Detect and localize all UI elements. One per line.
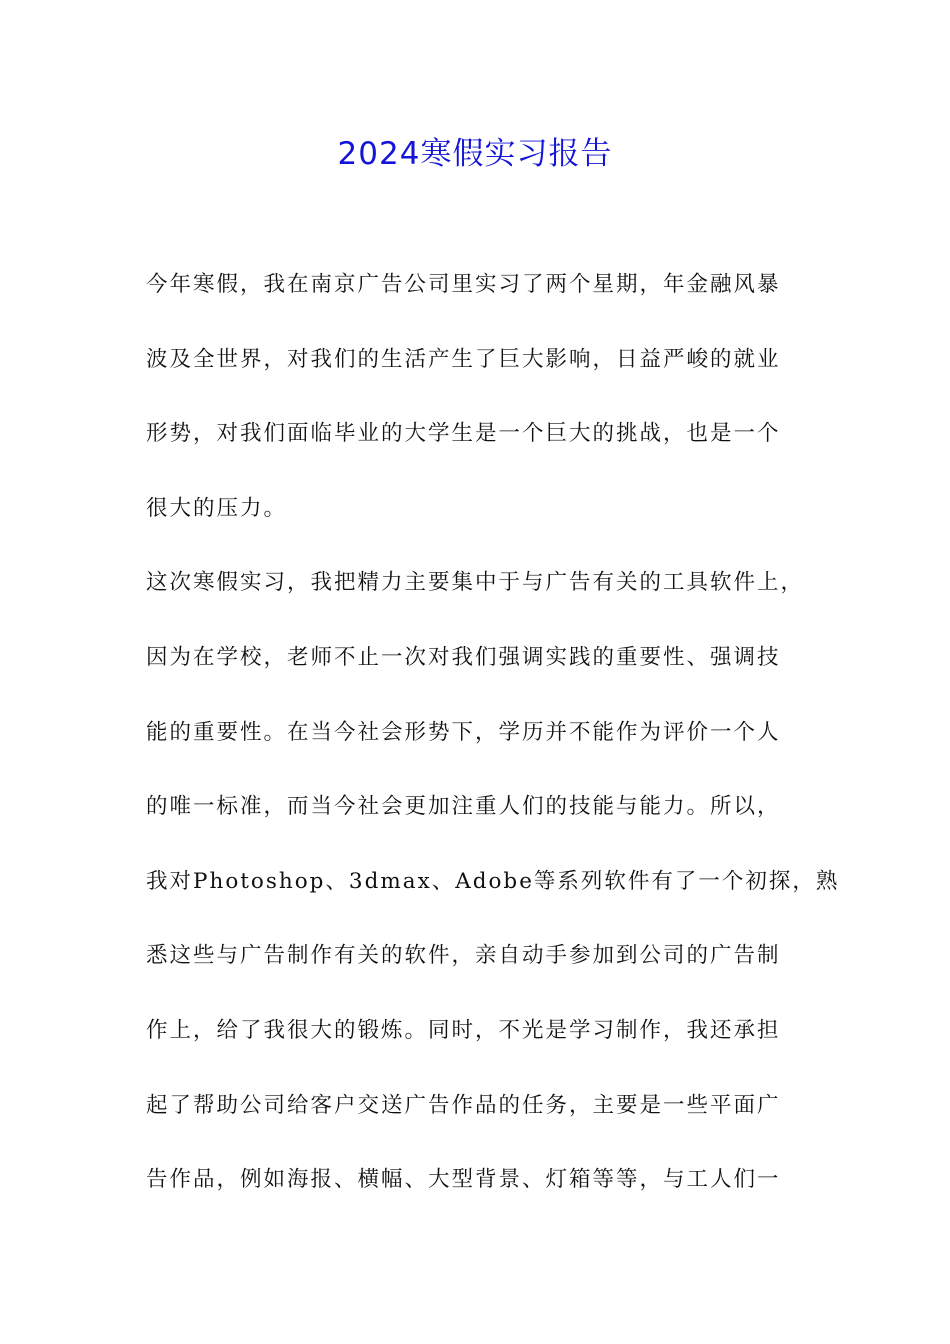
body-line: 因为在学校，老师不止一次对我们强调实践的重要性、强调技 xyxy=(146,644,781,670)
body-line: 波及全世界，对我们的生活产生了巨大影响，日益严峻的就业 xyxy=(146,346,781,372)
body-line: 今年寒假，我在南京广告公司里实习了两个星期，年金融风暴 xyxy=(146,272,781,297)
document-body xyxy=(146,262,840,1232)
document-title: 2024寒假实习报告 xyxy=(337,136,613,172)
body-line: 起了帮助公司给客户交送广告作品的任务，主要是一些平面广 xyxy=(146,1092,781,1118)
body-line: 悉这些与广告制作有关的软件，亲自动手参加到公司的广告制 xyxy=(146,943,781,969)
body-line: 形势，对我们面临毕业的大学生是一个巨大的挑战，也是一个 xyxy=(146,421,781,447)
body-line: 很大的压力。 xyxy=(146,495,288,521)
body-line: 能的重要性。在当今社会形势下，学历并不能作为评价一个人 xyxy=(146,719,781,745)
body-line: 告作品，例如海报、横幅、大型背景、灯箱等等，与工人们一 xyxy=(146,1167,781,1193)
body-line: 我对Photoshop、3dmax、Adobe等系列软件有了一个初探，熟 xyxy=(146,868,840,894)
body-line: 作上，给了我很大的锻炼。同时，不光是学习制作，我还承担 xyxy=(146,1017,781,1043)
body-line: 这次寒假实习，我把精力主要集中于与广告有关的工具软件上， xyxy=(146,570,805,596)
body-line: 的唯一标准，而当今社会更加注重人们的技能与能力。所以， xyxy=(146,794,781,820)
